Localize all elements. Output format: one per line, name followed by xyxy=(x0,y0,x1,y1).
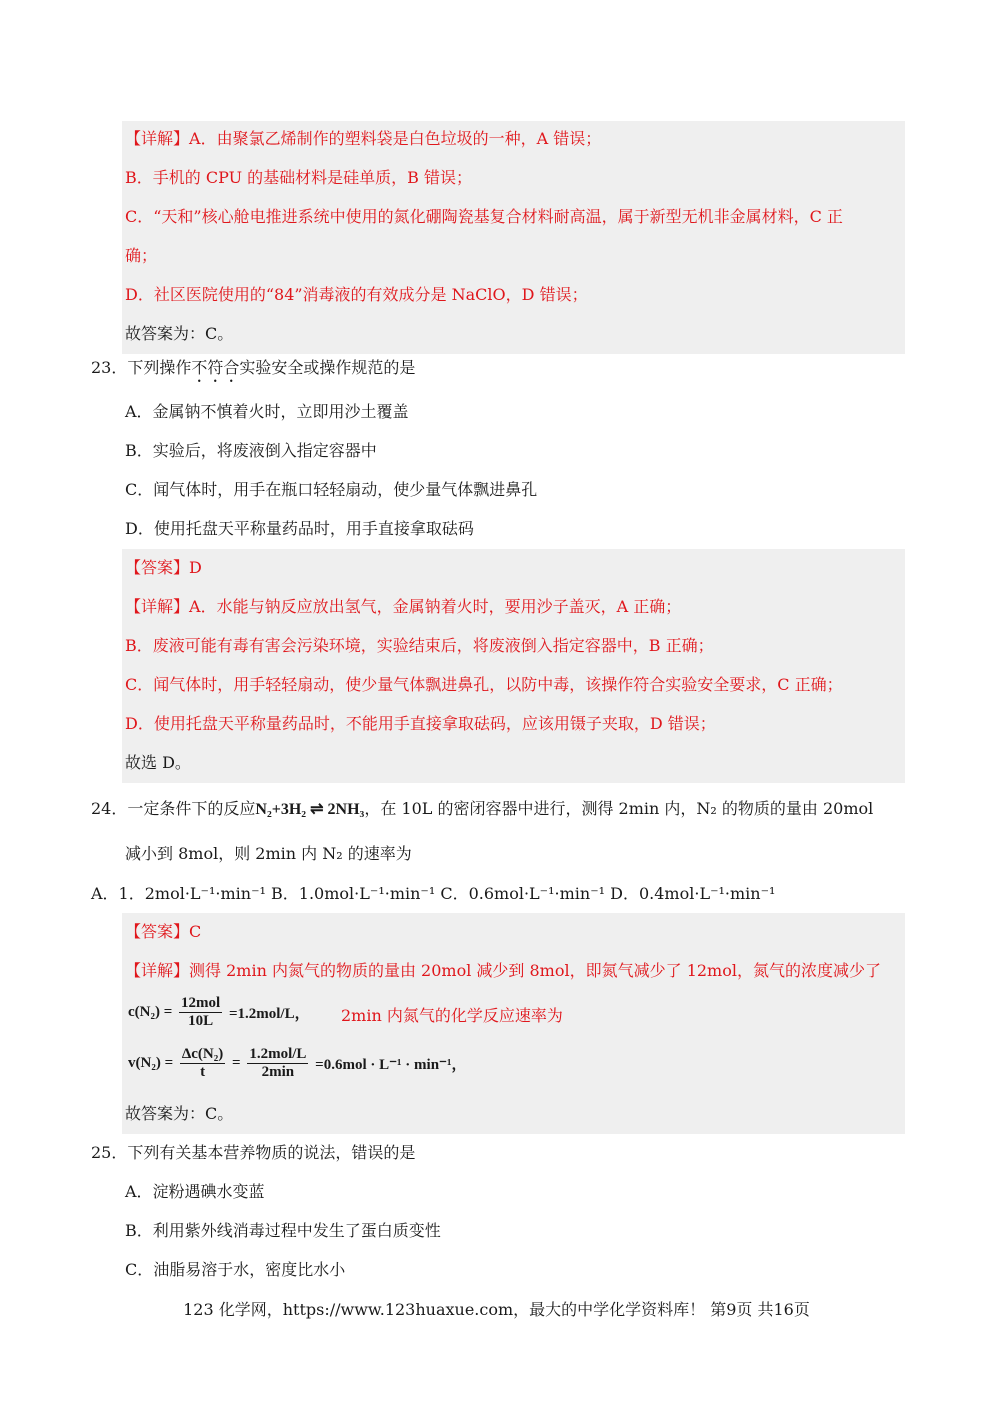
option-c: C．闻气体时，用手在瓶口轻轻扇动，使少量气体飘进鼻孔 xyxy=(125,480,538,499)
answer-tag: 【答案】 xyxy=(125,558,190,577)
question-24-options: A．1．2mol·L⁻¹·min⁻¹ B．1.0mol·L⁻¹·min⁻¹ C．0.6mol·L⁻¹·min⁻¹ D．0.4mol·L⁻¹·min⁻¹ xyxy=(91,884,776,903)
equals-sign: = xyxy=(232,1055,241,1071)
numerator: Δc(N₂) xyxy=(181,1046,224,1062)
explanation-line: B．手机的 CPU 的基础材料是硅单质，B 错误； xyxy=(125,168,472,187)
denominator: 10L xyxy=(188,1013,214,1029)
question-number: 23． xyxy=(91,358,128,377)
reaction-equation: N₂+3H₂ ⇌ 2NH₃ xyxy=(255,801,365,818)
explanation-tag: 【详解】 xyxy=(125,129,190,148)
explanation-line: C．“天和”核心舱电推进系统中使用的氮化硼陶瓷基复合材料耐高温，属于新型无机非金属材料，C 正 xyxy=(125,207,843,226)
answer-tag: 【答案】 xyxy=(125,922,190,941)
answer-value: C xyxy=(189,922,202,941)
formula-rate xyxy=(128,1046,466,1081)
explanation-line: 确； xyxy=(125,246,158,265)
explanation-line xyxy=(125,960,881,982)
explanation-line: D．使用托盘天平称量药品时，不能用手直接拿取砝码，应该用镊子夹取，D 错误； xyxy=(125,714,716,733)
explanation-text: 测得 2min 内氮气的物质的量由 20mol 减少到 8mol，即氮气减少了 12mol，氮气的浓度减少了 xyxy=(189,961,881,980)
option-d: D．使用托盘天平称量药品时，用手直接拿取砝码 xyxy=(125,519,474,538)
stem-text: ，在 10L 的密闭容器中进行，测得 2min 内，N₂ 的物质的量由 20mol xyxy=(364,799,874,818)
conclusion-line: 故选 D。 xyxy=(125,753,191,772)
answer-value: D xyxy=(189,558,202,577)
page-footer: 123 化学网，https://www.123huaxue.com，最大的中学化学资料库！ 第9页 共16页 xyxy=(183,1300,810,1319)
explanation-text: 2min 内氮气的化学反应速率为 xyxy=(341,1006,563,1025)
question-number: 25． xyxy=(91,1143,128,1162)
answer-line xyxy=(125,557,202,579)
formula-lhs: v(N₂) = xyxy=(128,1055,174,1071)
stem-text: 一定条件下的反应 xyxy=(127,799,256,818)
question-24-stem xyxy=(91,798,873,821)
emphasis-text: 不符合 xyxy=(191,358,240,377)
fraction xyxy=(247,1046,308,1081)
conclusion-line: 故答案为：C。 xyxy=(125,324,234,343)
explanation-line: B．废液可能有毒有害会污染环境，实验结束后，将废液倒入指定容器中，B 正确； xyxy=(125,636,714,655)
numerator: 1.2mol/L xyxy=(249,1046,307,1062)
option-b: B．利用紫外线消毒过程中发生了蛋白质变性 xyxy=(125,1221,441,1240)
denominator: 2min xyxy=(261,1064,295,1080)
denominator: t xyxy=(200,1064,206,1080)
answer-line xyxy=(125,921,201,943)
stem-text: 实验安全或操作规范的是 xyxy=(239,358,416,377)
question-number: 24． xyxy=(91,799,128,818)
option-a: A．淀粉遇碘水变蓝 xyxy=(125,1182,265,1201)
explanation-line: C．闻气体时，用手轻轻扇动，使少量气体飘进鼻孔，以防中毒，该操作符合实验安全要求，C 正确； xyxy=(125,675,843,694)
formula-concentration xyxy=(128,995,310,1030)
fraction xyxy=(180,1046,225,1081)
option-a: A．金属钠不慎着火时，立即用沙土覆盖 xyxy=(125,402,409,421)
question-23-stem xyxy=(91,357,415,386)
option-c: C．油脂易溶于水，密度比水小 xyxy=(125,1260,346,1279)
option-b: B．实验后，将废液倒入指定容器中 xyxy=(125,441,377,460)
explanation-text: A．由聚氯乙烯制作的塑料袋是白色垃圾的一种，A 错误； xyxy=(189,129,602,148)
explanation-tag: 【详解】 xyxy=(125,597,190,616)
stem-text: 下列操作 xyxy=(127,358,192,377)
answer-box-23 xyxy=(122,549,905,783)
explanation-line: D．社区医院使用的“84”消毒液的有效成分是 NaClO，D 错误； xyxy=(125,285,588,304)
fraction xyxy=(179,995,222,1030)
formula-rhs: =1.2mol/L， xyxy=(228,1006,310,1022)
explanation-box-22 xyxy=(122,121,905,354)
formula-lhs: c(N₂) = xyxy=(128,1004,173,1020)
explanation-line xyxy=(125,128,601,150)
numerator: 12mol xyxy=(181,995,221,1011)
conclusion-line: 故答案为：C。 xyxy=(125,1104,234,1123)
explanation-tag: 【详解】 xyxy=(125,961,190,980)
explanation-text: A．水能与钠反应放出氢气，金属钠着火时，要用沙子盖灭，A 正确； xyxy=(189,597,682,616)
stem-text: 下列有关基本营养物质的说法，错误的是 xyxy=(127,1143,416,1162)
question-24-stem-cont: 减小到 8mol，则 2min 内 N₂ 的速率为 xyxy=(125,844,412,863)
formula-rhs: =0.6mol · L⁻¹ · min⁻¹， xyxy=(315,1057,467,1073)
explanation-line xyxy=(125,596,681,618)
question-25-stem xyxy=(91,1142,415,1164)
